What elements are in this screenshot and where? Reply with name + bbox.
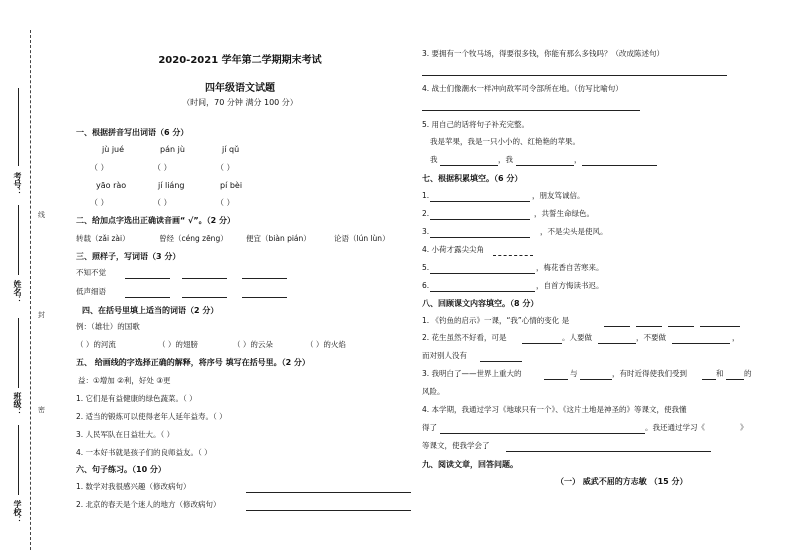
- binding-line: [30, 30, 31, 550]
- answer-bracket-4[interactable]: （ ）: [90, 198, 109, 207]
- sentence-answer-3[interactable]: [422, 67, 727, 76]
- recite-tail-5: ，梅花香自苦寒来。: [536, 263, 604, 272]
- recite-blank-6[interactable]: [430, 283, 535, 292]
- exam-title: 2020-2021 学年第二学期期末考试: [158, 55, 322, 66]
- recite-number-4: 4. 小荷才露尖尖角: [422, 245, 485, 254]
- section-1-heading: 一、根据拼音写出词语（6 分）: [76, 128, 189, 137]
- word-blank-3[interactable]: [242, 270, 287, 279]
- sentence-question-1: 1. 数学对我很感兴趣（修改病句）: [76, 482, 191, 491]
- review-question-3d: 和: [716, 369, 724, 378]
- review-question-3c: ，有时近得使我们受到: [612, 369, 687, 378]
- sentence-question-4: 4. 战士们像潮水一样冲向敌军司令部所在地。（仿写比喻句）: [422, 84, 623, 93]
- answer-bracket-6[interactable]: （ ）: [216, 198, 235, 207]
- review-question-3f: 风险。: [422, 387, 445, 396]
- class-label: 班级：: [13, 392, 22, 416]
- word-blank-6[interactable]: [242, 289, 287, 298]
- answer-bracket-2[interactable]: （ ）: [153, 163, 172, 172]
- answer-bracket-5[interactable]: （ ）: [153, 198, 172, 207]
- review-blank-4a[interactable]: [440, 425, 645, 434]
- recite-tail-3: ，不是尖头是使风。: [540, 227, 608, 236]
- review-blank-1c[interactable]: [668, 318, 694, 327]
- pronunciation-item-1[interactable]: 转载（zǎi zài）: [76, 234, 130, 243]
- review-question-4a: 4. 本学期，我通过学习《地球只有一个》、《这片土地是神圣的》等课文，使我懂: [422, 405, 687, 414]
- word-blank-4[interactable]: [125, 289, 170, 298]
- answer-bracket-3[interactable]: （ ）: [216, 163, 235, 172]
- fill-item-3[interactable]: （ ）的云朵: [233, 340, 273, 349]
- recite-blank-2[interactable]: [430, 211, 530, 220]
- review-question-4b: 得了: [422, 423, 437, 432]
- definition-options: 益：①增加 ②利，好处 ③更: [78, 376, 171, 385]
- recite-tail-1: ，朋友笃诚信。: [532, 191, 585, 200]
- completion-blank-1[interactable]: [440, 157, 498, 166]
- word-blank-1[interactable]: [125, 270, 170, 279]
- sentence-answer-1[interactable]: [246, 484, 411, 493]
- completion-prefix-2: ，我: [498, 155, 513, 164]
- section-4-heading: 四、在括号里填上适当的词语（2 分）: [82, 306, 219, 315]
- pinyin-6: pí bèi: [220, 181, 243, 190]
- review-blank-2c[interactable]: [672, 335, 730, 344]
- example-word-1: 不知不觉: [76, 268, 106, 277]
- review-blank-3c[interactable]: [702, 371, 716, 380]
- completion-blank-3[interactable]: [582, 157, 657, 166]
- exam-number-label: 考号：: [13, 172, 22, 196]
- completion-prefix-3: ，: [574, 155, 582, 164]
- seal-mark-seal: 封: [38, 311, 45, 319]
- section-8-heading: 八、回顾课文内容填空。（8 分）: [422, 299, 539, 308]
- pinyin-5: jí liáng: [158, 181, 185, 190]
- recite-number-2: 2.: [422, 209, 430, 218]
- pronunciation-item-4[interactable]: 论语（lún lùn）: [334, 234, 390, 243]
- pinyin-1: jù jué: [102, 145, 125, 154]
- section-9-heading: 九、阅读文章，回答问题。: [422, 460, 518, 469]
- review-question-2b: 。人要做: [562, 333, 592, 342]
- recite-blank-4[interactable]: [493, 247, 533, 256]
- section-7-heading: 七、根据积累填空。（6 分）: [422, 174, 523, 183]
- review-question-2a: 2. 花生虽然不好看，可是: [422, 333, 507, 342]
- exam-subtitle: 四年级语文试题: [205, 83, 275, 94]
- review-question-2e: 而对别人没有: [422, 351, 467, 360]
- review-blank-2a[interactable]: [522, 335, 562, 344]
- review-question-4c: 。我还通过学习《: [645, 423, 705, 432]
- review-question-3e: 的: [744, 369, 752, 378]
- review-blank-1a[interactable]: [604, 318, 630, 327]
- sentence-example-5: 我是苹果，我是一只小小的、红艳艳的苹果。: [430, 137, 580, 146]
- review-question-3b: 与: [570, 369, 578, 378]
- pinyin-2: pán jù: [160, 145, 185, 154]
- fill-item-4[interactable]: （ ）的火焰: [306, 340, 346, 349]
- section-5-heading: 五、 给画线的字选择正确的解释，将序号 填写在括号里。（2 分）: [76, 358, 310, 367]
- review-question-1: 1. 《钓鱼的启示》一课，“我”心情的变化 是: [422, 316, 570, 325]
- review-blank-3a[interactable]: [544, 371, 568, 380]
- review-question-2d: ，: [732, 333, 740, 342]
- fill-item-1[interactable]: （ ）的河流: [76, 340, 116, 349]
- section-6-heading: 六、句子练习。（10 分）: [76, 465, 166, 474]
- pinyin-4: yāo rào: [96, 181, 127, 190]
- definition-question-1[interactable]: 1. 它们是有益健康的绿色蔬菜。（ ）: [76, 394, 197, 403]
- section-3-heading: 三、照样子，写词语（3 分）: [76, 252, 181, 261]
- review-blank-1b[interactable]: [636, 318, 662, 327]
- pronunciation-item-2[interactable]: 曾经（céng zēng）: [159, 234, 228, 243]
- definition-question-4[interactable]: 4. 一本好书就是孩子们的良师益友。（ ）: [76, 448, 212, 457]
- completion-blank-2[interactable]: [516, 157, 574, 166]
- section-4-example: 例：（雄壮）的国歌: [76, 322, 140, 331]
- recite-number-3: 3.: [422, 227, 430, 236]
- recite-blank-1[interactable]: [430, 193, 530, 202]
- name-field[interactable]: [18, 205, 19, 275]
- recite-tail-6: ，自首方悔读书迟。: [536, 281, 604, 290]
- school-label: 学校：: [13, 500, 22, 524]
- recite-blank-5[interactable]: [430, 265, 535, 274]
- recite-tail-2: ，共誓生命绿色。: [534, 209, 594, 218]
- exam-number-field[interactable]: [18, 88, 19, 166]
- reading-title: （一） 威武不屈的方志敏 （15 分）: [556, 477, 688, 486]
- definition-question-2[interactable]: 2. 适当的锻炼可以使得老年人延年益寿。（ ）: [76, 412, 227, 421]
- seal-mark-secret: 密: [38, 406, 45, 414]
- review-question-4d: 》: [740, 423, 748, 432]
- review-blank-1d[interactable]: [700, 318, 740, 327]
- exam-info: （时间，70 分钟 满分 100 分）: [182, 98, 298, 107]
- review-question-2c: ，不要做: [636, 333, 666, 342]
- word-blank-2[interactable]: [182, 270, 227, 279]
- fill-item-2[interactable]: （ ）的翅膀: [158, 340, 198, 349]
- class-field[interactable]: [18, 318, 19, 388]
- recite-blank-3[interactable]: [430, 229, 530, 238]
- recite-number-1: 1.: [422, 191, 430, 200]
- definition-question-3[interactable]: 3. 人民军队在日益壮大。（ ）: [76, 430, 175, 439]
- example-word-2: 低声细语: [76, 287, 106, 296]
- review-blank-3d[interactable]: [726, 371, 744, 380]
- recite-number-6: 6.: [422, 281, 430, 290]
- pronunciation-item-3[interactable]: 便宜（biàn pián）: [246, 234, 311, 243]
- sentence-answer-2[interactable]: [246, 502, 411, 511]
- review-blank-4b[interactable]: [506, 443, 711, 452]
- sentence-question-3: 3. 要拥有一个牧马场，得要很多钱，你能有那么多钱吗？（改成陈述句）: [422, 49, 665, 58]
- section-2-heading: 二、给加点字选出正确读音画“ √”。（2 分）: [76, 216, 235, 225]
- answer-bracket-1[interactable]: （ ）: [90, 163, 109, 172]
- review-blank-2b[interactable]: [598, 335, 636, 344]
- sentence-question-2: 2. 北京的春天是个迷人的地方（修改病句）: [76, 500, 221, 509]
- review-blank-3b[interactable]: [580, 371, 612, 380]
- recite-number-5: 5.: [422, 263, 430, 272]
- school-field[interactable]: [18, 425, 19, 495]
- review-blank-2d[interactable]: [480, 353, 522, 362]
- completion-prefix-1: 我: [430, 155, 438, 164]
- name-label: 姓名：: [13, 280, 22, 304]
- pinyin-3: jí qǔ: [222, 145, 240, 154]
- seal-mark-line: 线: [38, 211, 45, 219]
- review-question-4e: 等课文，使我学会了: [422, 441, 490, 450]
- sentence-question-5: 5. 用自己的话将句子补充完整。: [422, 120, 530, 129]
- review-question-3a: 3. 我明白了——世界上重大的: [422, 369, 522, 378]
- word-blank-5[interactable]: [182, 289, 227, 298]
- sentence-answer-4[interactable]: [422, 102, 640, 111]
